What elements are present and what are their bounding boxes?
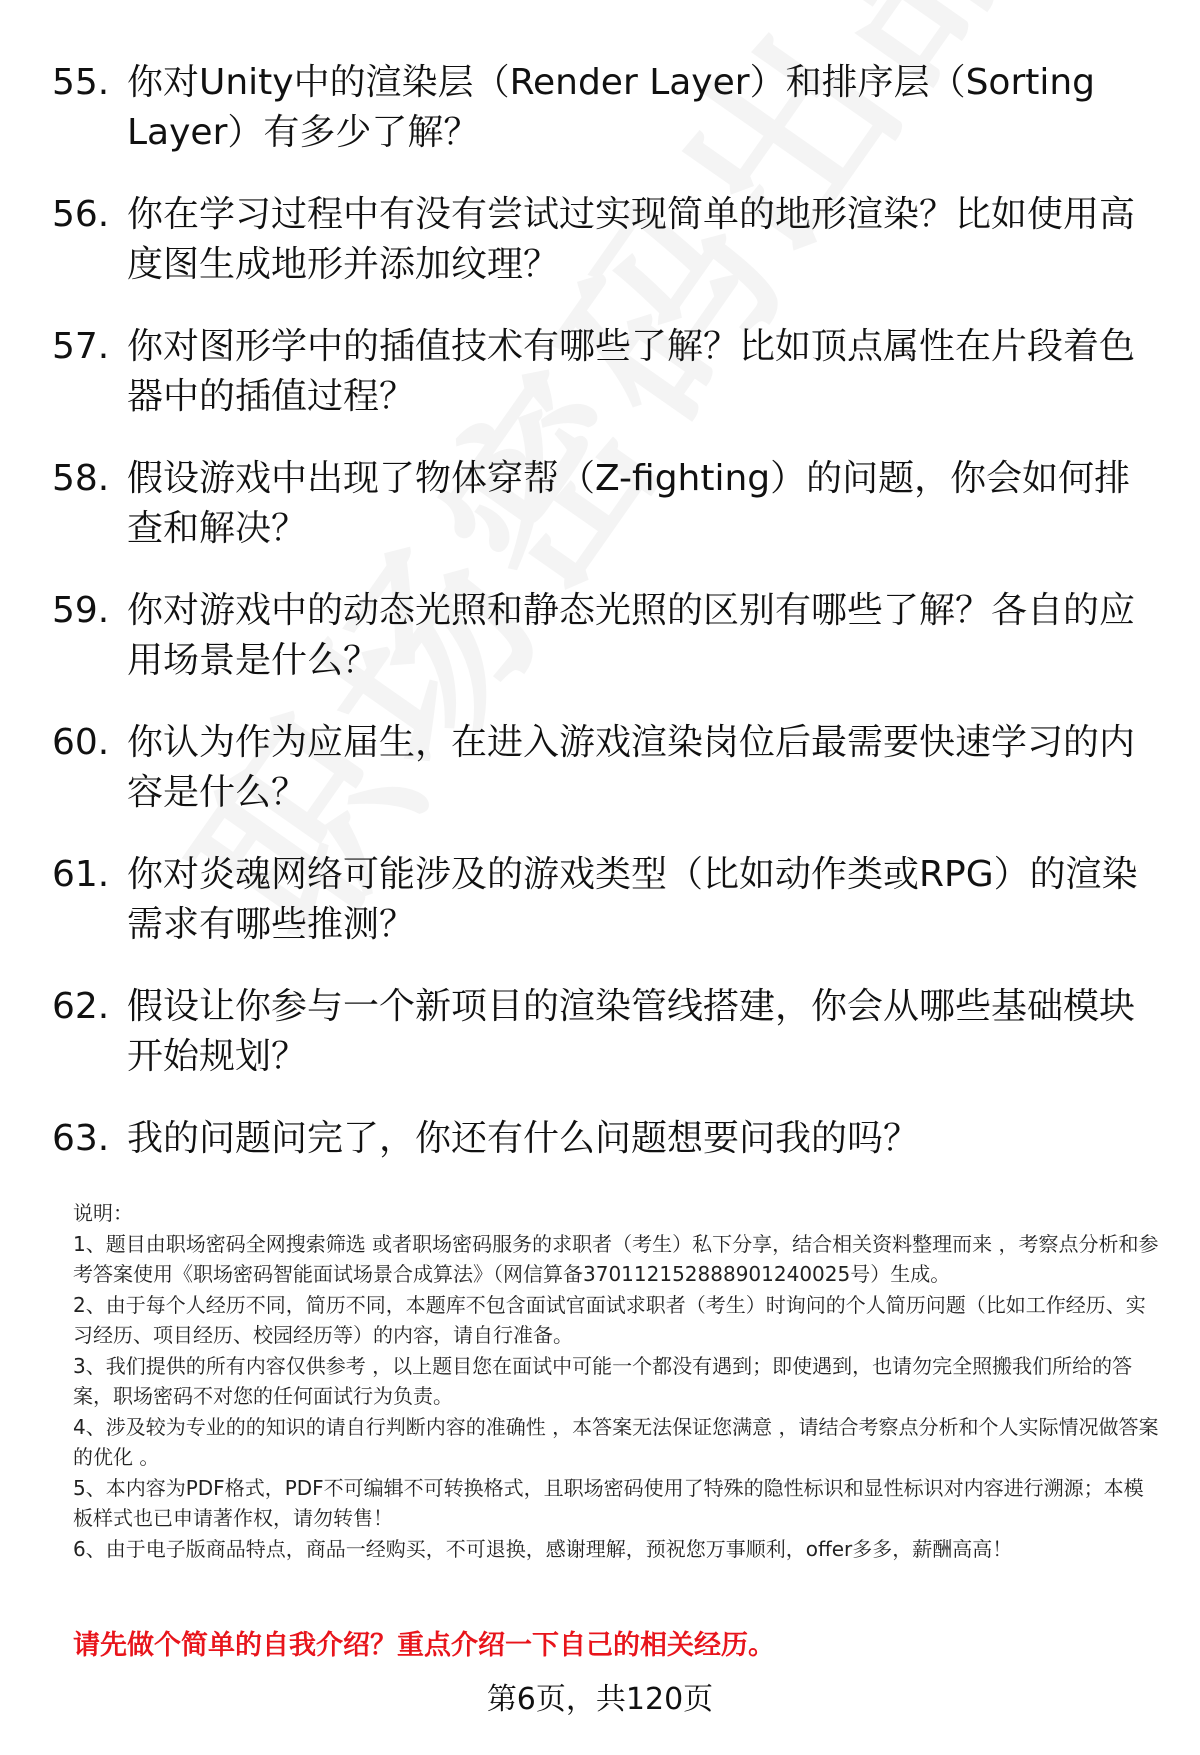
question-item [52, 190, 1152, 290]
note-item: 5、本内容为PDF格式，PDF不可编辑不可转换格式，且职场密码使用了特殊的隐性标识和显性标识对内容进行溯源；本模板样式也已申请著作权，请勿转售！ [73, 1475, 1144, 1530]
question-list [52, 58, 1152, 1196]
question-item [52, 586, 1152, 686]
question-item [52, 982, 1152, 1082]
notes-section [73, 1198, 1163, 1564]
question-number: 62. [52, 986, 110, 1027]
question-text: 你对游戏中的动态光照和静态光照的区别有哪些了解？各自的应用场景是什么？ [127, 590, 1136, 681]
question-number: 55. [52, 62, 110, 103]
question-number: 59. [52, 590, 110, 631]
question-text: 你对图形学中的插值技术有哪些了解？比如顶点属性在片段着色器中的插值过程？ [127, 326, 1136, 417]
question-item [52, 58, 1152, 158]
question-item [52, 322, 1152, 422]
note-item: 2、由于每个人经历不同，简历不同，本题库不包含面试官面试求职者（考生）时询问的个人简历问题（比如工作经历、实习经历、项目经历、校园经历等）的内容，请自行准备。 [73, 1292, 1146, 1347]
question-number: 60. [52, 722, 110, 763]
question-text: 你对炎魂网络可能涉及的游戏类型（比如动作类或RPG）的渲染需求有哪些推测？ [127, 854, 1138, 945]
question-text: 你在学习过程中有没有尝试过实现简单的地形渲染？比如使用高度图生成地形并添加纹理？ [127, 194, 1136, 285]
question-item [52, 1114, 1152, 1164]
question-text: 你对Unity中的渲染层（Render Layer）和排序层（Sorting Layer）有多少了解？ [127, 62, 1096, 153]
question-number: 63. [52, 1118, 110, 1159]
note-item: 1、题目由职场密码全网搜索筛选 或者职场密码服务的求职者（考生）私下分享，结合相关资料整理而来 ，考察点分析和参考答案使用《职场密码智能面试场景合成算法》（网信算备370112152888901240025号）生成。 [73, 1231, 1159, 1286]
note-item: 3、我们提供的所有内容仅供参考 ，以上题目您在面试中可能一个都没有遇到；即使遇到，也请勿完全照搬我们所给的答案，职场密码不对您的任何面试行为负责。 [73, 1353, 1133, 1408]
question-number: 58. [52, 458, 110, 499]
note-item: 6、由于电子版商品特点，商品一经购买，不可退换，感谢理解，预祝您万事顺利，offer多多，薪酬高高！ [73, 1536, 1013, 1561]
question-text: 我的问题问完了，你还有什么问题想要问我的吗？ [127, 1118, 920, 1159]
notes-title: 说明： [73, 1201, 133, 1225]
question-item [52, 454, 1152, 554]
question-item [52, 850, 1152, 950]
note-item: 4、涉及较为专业的的知识的请自行判断内容的准确性 ，本答案无法保证您满意 ，请结合考察点分析和个人实际情况做答案的优化 。 [73, 1414, 1159, 1469]
question-item [52, 718, 1152, 818]
highlight-question: 请先做个简单的自我介绍？重点介绍一下自己的相关经历。 [73, 1630, 775, 1661]
question-number: 57. [52, 326, 110, 367]
question-text: 假设让你参与一个新项目的渲染管线搭建，你会从哪些基础模块开始规划？ [127, 986, 1136, 1077]
page-indicator: 第6页，共120页 [486, 1682, 714, 1717]
question-text: 你认为作为应届生，在进入游戏渲染岗位后最需要快速学习的内容是什么？ [127, 722, 1136, 813]
question-text: 假设游戏中出现了物体穿帮（Z-fighting）的问题，你会如何排查和解决？ [127, 458, 1131, 549]
question-number: 56. [52, 194, 110, 235]
question-number: 61. [52, 854, 110, 895]
